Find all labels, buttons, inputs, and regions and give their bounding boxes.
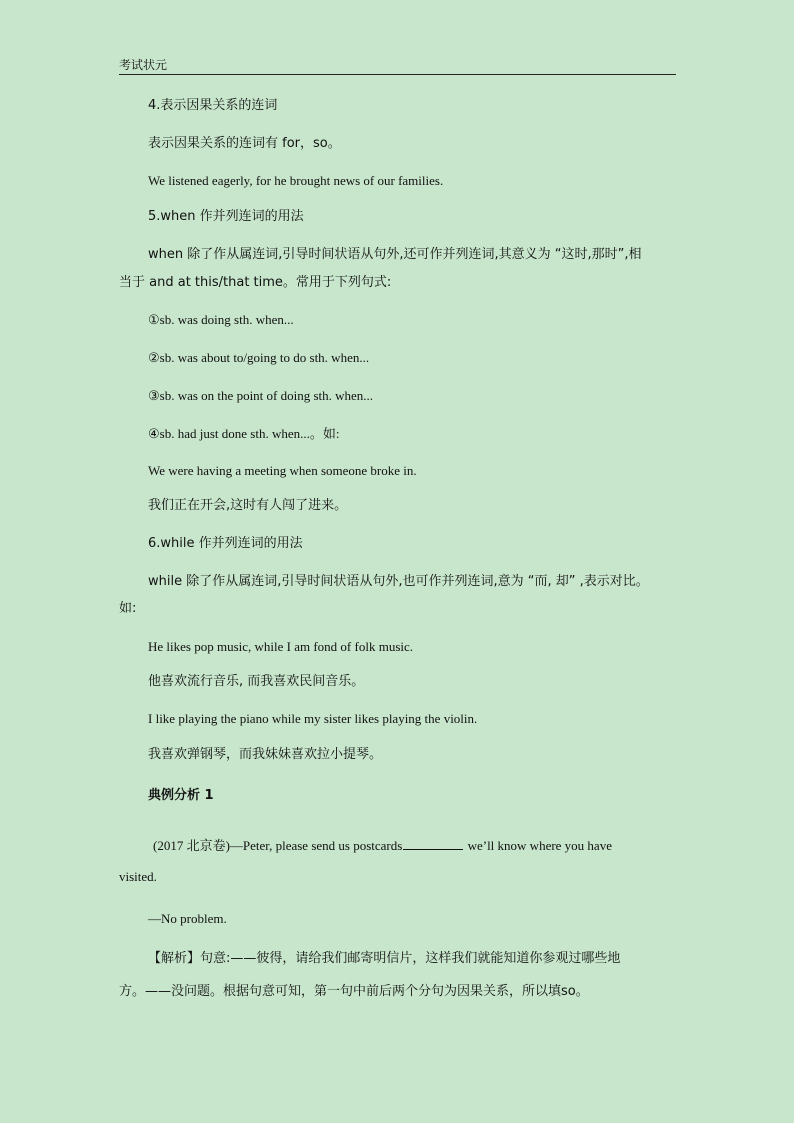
pattern-item: ①sb. was doing sth. when... (148, 312, 294, 327)
example-analysis-heading: 典例分析 1 (148, 788, 214, 803)
page-header (119, 57, 676, 75)
question-line: visited. (119, 869, 157, 884)
pattern-item: ④sb. had just done sth. when...。如: (148, 426, 340, 441)
answer-blank (403, 837, 463, 850)
question-text-cont: we’ll know where you have (464, 838, 612, 853)
question-line (119, 837, 718, 855)
paragraph: 如: (119, 601, 137, 616)
pattern-item: ③sb. was on the point of doing sth. when... (148, 388, 374, 403)
example-sentence: We listened eagerly, for he brought news of our families. (148, 173, 444, 188)
example-sentence: We were having a meeting when someone broke in. (148, 463, 417, 478)
example-translation: 他喜欢流行音乐, 而我喜欢民间音乐。 (148, 674, 365, 689)
paragraph: while 除了作从属连词,引导时间状语从句外,也可作并列连词,意为 “而, 却” ,表示对比。 (148, 574, 649, 589)
paragraph: when 除了作从属连词,引导时间状语从句外,还可作并列连词,其意义为 “这时,那时”,相 (148, 247, 642, 262)
section-heading-5: 5.when 作并列连词的用法 (148, 209, 304, 224)
paragraph: 当于 and at this/that time。常用于下列句式: (119, 275, 392, 290)
example-sentence: He likes pop music, while I am fond of folk music. (148, 639, 414, 654)
example-sentence: I like playing the piano while my sister likes playing the violin. (148, 711, 478, 726)
paragraph: 表示因果关系的连词有 for，so。 (148, 136, 341, 151)
analysis-text: 【解析】句意:——彼得，请给我们邮寄明信片，这样我们就能知道你参观过哪些地 (148, 951, 621, 966)
example-translation: 我喜欢弹钢琴，而我妹妹喜欢拉小提琴。 (148, 747, 383, 762)
question-text: (2017 北京卷)—Peter, please send us postcards (153, 838, 403, 853)
section-heading-4: 4.表示因果关系的连词 (148, 98, 278, 113)
pattern-item: ②sb. was about to/going to do sth. when... (148, 350, 370, 365)
analysis-text: 方。——没问题。根据句意可知，第一句中前后两个分句为因果关系，所以填so。 (119, 984, 589, 999)
example-translation: 我们正在开会,这时有人闯了进来。 (148, 498, 348, 513)
header-title: 考试状元 (119, 58, 168, 72)
section-heading-6: 6.while 作并列连词的用法 (148, 536, 303, 551)
answer-reply: —No problem. (148, 911, 227, 926)
